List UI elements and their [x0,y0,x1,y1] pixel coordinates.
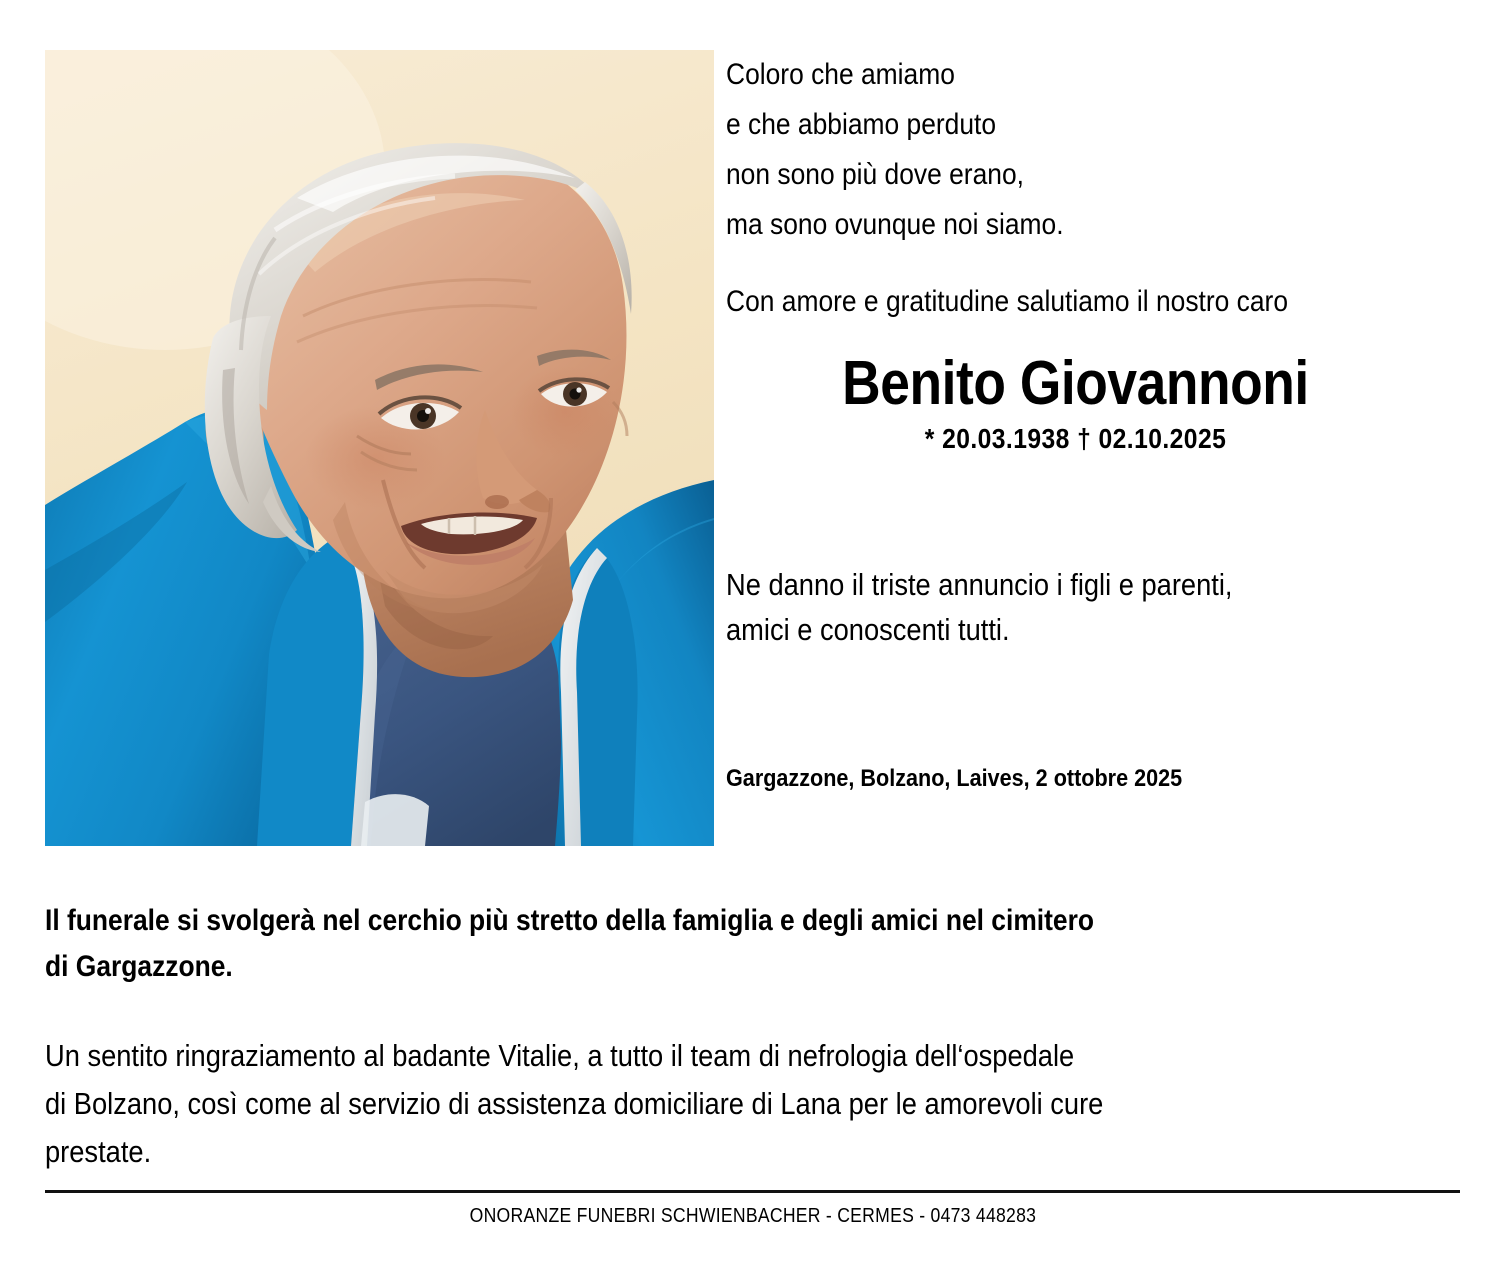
memorial-poem [726,50,1425,250]
notice-top-area [45,50,1425,850]
life-dates: * 20.03.1938 † 02.10.2025 [924,423,1227,454]
funeral-home-footer [45,1200,1460,1232]
funeral-home-text: ONORANZE FUNEBRI SCHWIENBACHER - CERMES - 0473 448283 [469,1205,1036,1227]
portrait-photo [45,50,714,846]
announcement-line: amici e conoscenti tutti. [726,612,1010,647]
notice-text-column [726,50,1425,846]
thanks-line: prestate. [45,1134,152,1169]
funeral-line: di Gargazzone. [45,950,233,983]
poem-line: ma sono ovunque noi siamo. [726,208,1064,241]
announcement-line: Ne danno il triste annuncio i figli e parenti, [726,567,1233,602]
thanks-line: Un sentito ringraziamento al badante Vitalie, a tutto il team di nefrologia dell‘ospedale [45,1038,1075,1073]
funeral-arrangements [45,898,1465,990]
thanks-paragraph [45,1032,1485,1176]
funeral-line: Il funerale si svolgerà nel cerchio più stretto della famiglia e degli amici nel cimitero [45,904,1095,937]
place-and-date: Gargazzone, Bolzano, Laives, 2 ottobre 2025 [726,765,1183,792]
poem-line: Coloro che amiamo [726,58,955,91]
poem-line: e che abbiamo perduto [726,108,997,141]
deceased-name: Benito Giovannoni [842,349,1309,418]
deceased-name-block [726,350,1425,456]
thanks-line: di Bolzano, così come al servizio di assistenza domiciliare di Lana per le amorevoli cure [45,1086,1104,1121]
salutation-text: Con amore e gratitudine salutiamo il nostro caro [726,285,1289,318]
poem-line: non sono più dove erano, [726,158,1024,191]
announcement-text [726,562,1446,652]
footer-divider [45,1190,1460,1193]
